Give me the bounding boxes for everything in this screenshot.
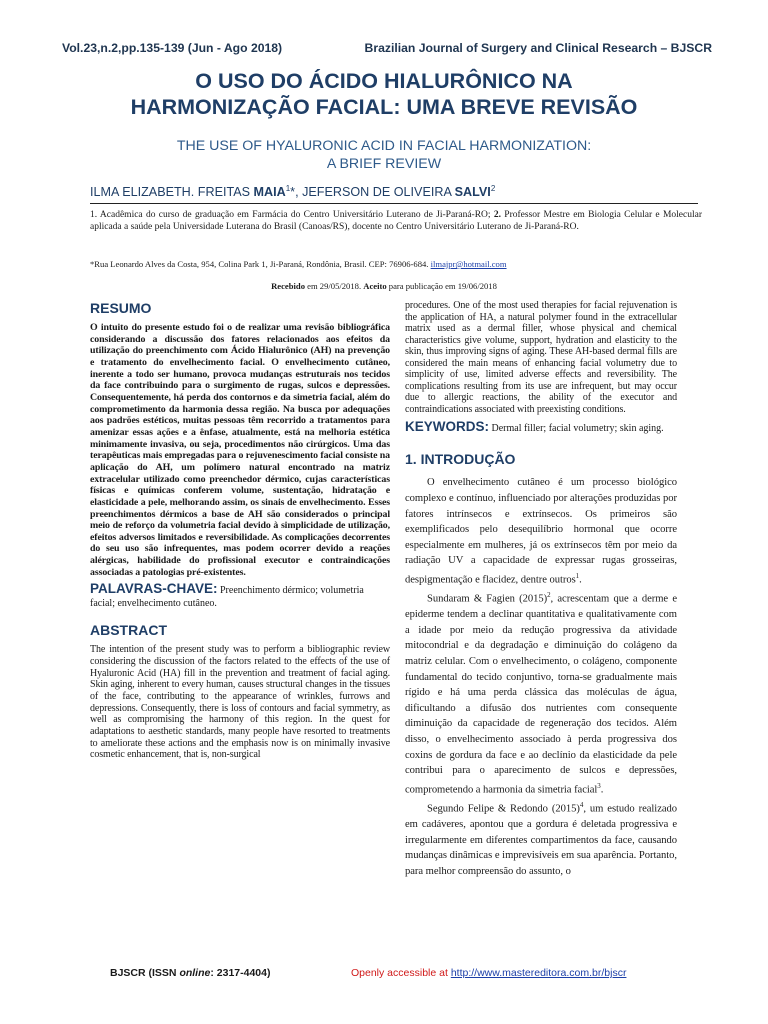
resumo-heading: RESUMO — [90, 300, 152, 316]
abstract-text-left: The intention of the present study was to perform a bibliographic review considering the discussion of the factors related to the effects of the use of Hyaluronic Acid (HA) fill in the prevention and treatment of facial aging. Skin aging, inherent to every human, causes structural changes in the tissues of the face, contributing to the appearance of wrinkles, furrows and depressions. Consequently, there is loss of contours and facial symmetry, as well as compromising the harmony of this region. In the quest for adaptations to aesthetic standards, many people have resorted to treatments to ameliorate these actions and the emphasis now is on minimally invasive cosmetic enhancement, that is, non-surgical — [90, 644, 390, 761]
title-pt-line2: HARMONIZAÇÃO FACIAL: UMA BREVE REVISÃO — [130, 95, 638, 119]
intro-paragraph-2 — [405, 588, 677, 798]
abstract-keywords — [405, 421, 677, 435]
intro-paragraph-3 — [405, 798, 677, 880]
footer-issn — [110, 967, 270, 979]
author2-name: JEFERSON DE OLIVEIRA — [302, 185, 455, 200]
abstract-text-right: procedures. One of the most used therapies for facial rejuvenation is the application of HA, a natural polymer found in the extracellular matrix used as a dermal filler, whose physical and chemical characteristics give volume, support, hydration and elasticity to the skin, thus improving signs of aging. These AH-based dermal fills are considered the main means of enhancing facial volumetry due to simplicity of use, limited adverse effects and reversibility. The complications resulting from its use are infrequent, but may occur due to allergic reactions, the ability of the executor and contraindications associated with preexisting conditions. — [405, 300, 677, 415]
affiliations — [90, 209, 702, 234]
resumo-text: O intuito do presente estudo foi o de realizar uma revisão bibliográfica considerando a discussão dos fatores relacionados aos efeitos da utilização do preenchimento com Ácido Hialurônico (AH) na prevenção e tratamento do envelhecimento facial. O envelhecimento cutâneo, inerente a todo ser humano, provoca mudanças estruturais nos tecidos da face contribuindo para o surgimento de rugas, sulcos e depressões. Consequentemente, há perda dos contornos e da simetria facial, além do comprometimento da harmonia dessa região. Na busca por adequações aos padrões estéticos, muitas pessoas têm recorrido a tratamentos para amenizar essas ações e a ênfase, atualmente, está na melhoria estética minimamente invasiva, ou seja, procedimentos não cirúrgicos. Uma das terapêuticas mais empregadas para o rejuvenescimento facial consiste na aplicação do AH, um polímero natural encontrado na matriz extracelular utilizado como preenchedor dérmico, cujas características físicas e químicas conferem volume, sustentação, hidratação e elasticidade a pele, melhorando assim, os sinais de envelhecimento. Esses preenchimentos dérmicos a base de AH são considerados o principal meio de reforço da volumetria facial devido à simplicidade de utilização, efeitos adversos limitados e reversibilidade. As complicações decorrentes do seu uso são infrequentes, mas podem ocorrer devido a reações alérgicas, habilidade do profissional executor e contraindicações associadas a patologias pré-existentes. — [90, 322, 390, 578]
title-pt-line1: O USO DO ÁCIDO HIALURÔNICO NA — [195, 69, 573, 93]
affiliation-2-num: 2. — [493, 210, 501, 220]
article-title-pt — [0, 68, 768, 120]
ref-4: 4 — [579, 800, 584, 809]
intro-p3-text: , um estudo realizado em cadáveres, apontou que a gordura é deletada progressiva e irregularmente em diferentes compartimentos da face, causando mudanças dinâmicas e imprevisíveis em sua aparência. Portanto, para melhor compreensão do assunto, o — [405, 803, 677, 877]
issn-prefix: BJSCR (ISSN — [110, 967, 180, 979]
intro-p2-end: . — [600, 784, 604, 796]
intro-p3-cite: Segundo Felipe & Redondo (2015) — [427, 803, 580, 815]
intro-p2-text: , acrescentam que a derme e epiderme tendem a declinar quantitativa e qualitativamente com a idade por meio da redução progressiva da atividade mitocondrial e da degradação e diminuição do colágeno da matriz celular. Com o envelhecimento, o colágeno, componente fundamental do tecido conjuntivo, torna-se gradualmente mais rígido e há uma perda clássica das moléculas de água, dificultando a difusão dos nutrientes com consequente diminuição da capacidade de regeneração dos tecidos. Além disso, o envelhecimento associado à perda progressiva dos coxins de gordura da face e ao declínio da elasticidade da pele contribui para o aparecimento de sulcos e depressões, comprometendo a harmonia da simetria facial — [405, 593, 677, 796]
intro-p2-cite: Sundaram & Fagien (2015) — [427, 593, 548, 605]
footer-access — [351, 967, 626, 979]
author1-surname: MAIA — [253, 185, 286, 200]
intro-p1-end: . — [579, 574, 582, 586]
author1-sup: 1 — [285, 184, 291, 193]
author-divider — [90, 203, 698, 204]
author2-surname: SALVI — [454, 185, 491, 200]
article-title-en — [0, 137, 768, 173]
right-column — [405, 300, 677, 879]
citation-info: Vol.23,n.2,pp.135-139 (Jun - Ago 2018) — [62, 41, 283, 55]
keywords-label: KEYWORDS: — [405, 419, 489, 434]
intro-heading: 1. INTRODUÇÃO — [405, 451, 516, 468]
author2-sup: 2 — [490, 184, 496, 193]
author1-name: ILMA ELIZABETH. FREITAS — [90, 185, 254, 200]
ref-2: 2 — [547, 591, 551, 600]
running-header — [62, 41, 712, 55]
intro-p1-text: O envelhecimento cutâneo é um processo biológico complexo e contínuo, influenciado por alterações produzidas por fatores intrínsecos e extrínsecos. Os primeiros são exemplificados pelo desequilíbrio hormonal que ocorre especialmente em mulheres, já os extrínsecos têm por meio da radiação UV a capacidade de expressar rugas grosseiras, despigmentação e flacidez, dentre outros — [405, 477, 677, 586]
palavras-chave-values: Preenchimento dérmico; volumetria facial; envelhecimento cutâneo. — [90, 585, 364, 609]
received-date: em 29/05/2018. — [305, 281, 364, 291]
left-column — [90, 300, 390, 761]
affiliation-2: Professor Mestre em Biologia Celular e Molecular aplicada a saúde pela Universidade Luterana do Brasil (Canoas/RS), docente no Centro Universitário Luterano de Ji-Paraná-RO. — [90, 210, 703, 233]
journal-url-link[interactable]: http://www.mastereditora.com.br/bjscr — [450, 967, 627, 979]
ref-1: 1 — [575, 571, 580, 580]
author1-mark: *, — [290, 185, 303, 200]
resumo-keywords — [90, 583, 390, 610]
access-text: Openly accessible at — [351, 967, 451, 979]
submission-dates — [0, 281, 768, 291]
contact-info — [90, 259, 702, 269]
intro-paragraph-1 — [405, 475, 677, 588]
author-list — [90, 184, 710, 199]
contact-email-link[interactable]: ilmajpr@hotmail.com — [430, 259, 507, 269]
affiliation-1: 1. Acadêmica do curso de graduação em Farmácia do Centro Universitário Luterano de Ji-Paraná-RO; — [90, 210, 494, 220]
title-en-line1: THE USE OF HYALURONIC ACID IN FACIAL HARMONIZATION: — [176, 138, 592, 154]
palavras-chave-label: PALAVRAS-CHAVE: — [90, 581, 218, 597]
contact-address: *Rua Leonardo Alves da Costa, 954, Colina Park 1, Ji-Paraná, Rondônia, Brasil. CEP: 76906-684. — [90, 259, 431, 269]
received-label: Recebido — [271, 281, 305, 291]
title-en-line2: A BRIEF REVIEW — [326, 156, 442, 172]
abstract-heading: ABSTRACT — [90, 622, 167, 639]
ref-3: 3 — [597, 781, 601, 790]
issn-suffix: : 2317-4404) — [210, 967, 271, 979]
issn-online: online — [179, 967, 211, 979]
keywords-values: Dermal filler; facial volumetry; skin aging. — [489, 423, 664, 434]
accepted-label: Aceito — [363, 281, 387, 291]
accepted-date: para publicação em 19/06/2018 — [386, 281, 497, 291]
journal-name: Brazilian Journal of Surgery and Clinical Research – BJSCR — [364, 41, 712, 55]
